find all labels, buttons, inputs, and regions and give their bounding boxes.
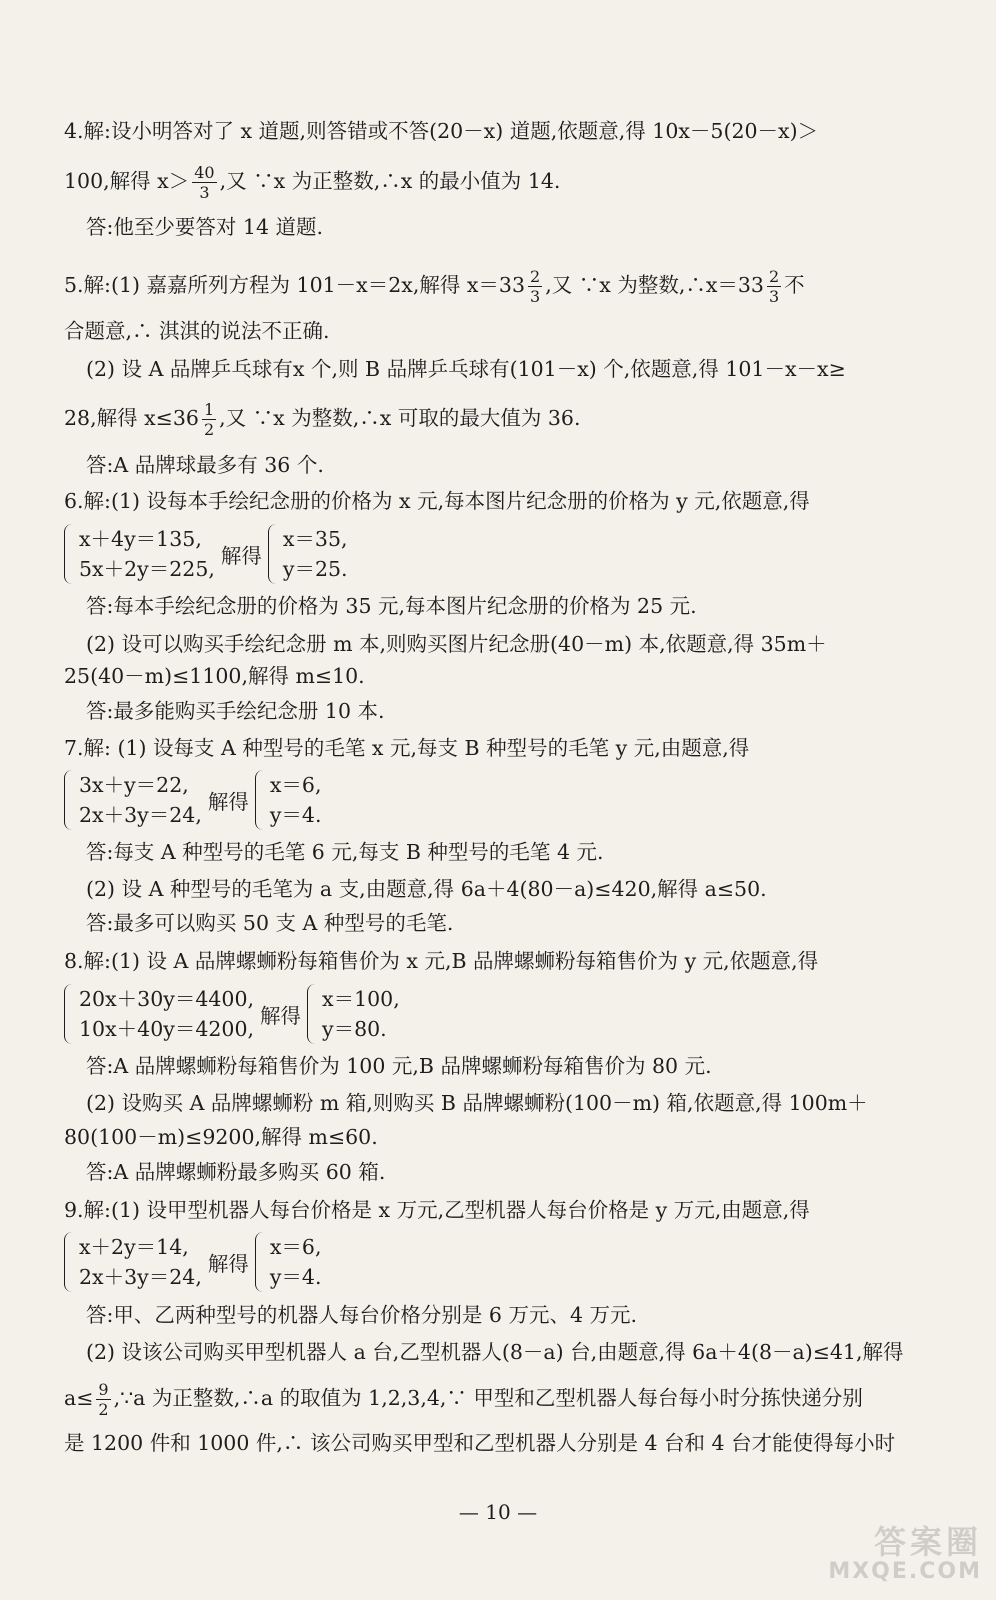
equation: x＋2y＝14, [79,1235,189,1259]
q5-line-1a: 5.解:(1) 嘉嘉所列方程为 101－x＝2x,解得 x＝33 [64,273,526,297]
watermark-text-top: 答案圈 [873,1523,982,1561]
brace-icon [255,1232,266,1292]
equation: 2x＋3y＝24, [79,803,202,827]
q5-fraction-3 [202,400,216,439]
equation: 10x＋40y＝4200, [79,1017,255,1041]
q6-line-3: 25(40－m)≤1100,解得 m≤10. [64,664,365,688]
equation: x＋4y＝135, [79,527,202,551]
q4-fraction [192,163,216,202]
frac-numerator: 40 [194,163,215,182]
q8-answer-2: 答:A 品牌螺蛳粉最多购买 60 箱. [86,1160,386,1184]
q9-system [64,1228,321,1296]
solution: y＝4. [269,1265,322,1289]
q4-line-2b: ,又 ∵x 为正整数,∴x 的最小值为 14. [219,169,561,193]
brace-icon [64,770,75,830]
frac-numerator: 2 [768,267,780,286]
q9-fraction [96,1380,110,1419]
brace-icon [64,524,75,584]
q9-answer-1: 答:甲、乙两种型号的机器人每台价格分别是 6 万元、4 万元. [86,1303,638,1327]
q4-line-2a: 100,解得 x＞ [64,169,190,193]
q5-line-1b: ,又 ∵x 为整数,∴x＝33 [545,273,764,297]
q5-line-1 [64,267,966,306]
solution: x＝6, [269,1235,322,1259]
brace-icon [64,984,75,1044]
frac-numerator: 1 [203,400,215,419]
q8-line-3: 80(100－m)≤9200,解得 m≤60. [64,1125,378,1149]
q7-answer-2: 答:最多可以购买 50 支 A 种型号的毛笔. [86,911,454,935]
equation: 3x＋y＝22, [79,773,189,797]
q7-system [64,766,321,834]
q5-line-3: (2) 设 A 品牌乒乓球有x 个,则 B 品牌乒乓球有(101－x) 个,依题意,得 101－x－x≥ [86,357,846,381]
q9-line-2: (2) 设该公司购买甲型机器人 a 台,乙型机器人(8－a) 台,由题意,得 6a＋4(8－a)≤41,解得 [86,1340,904,1364]
frac-denominator: 3 [199,183,210,202]
brace-icon [255,770,266,830]
q5-line-4a: 28,解得 x≤36 [64,406,199,430]
q6-line-2: (2) 设可以购买手绘纪念册 m 本,则购买图片纪念册(40－m) 本,依题意,得 35m＋ [86,632,827,656]
q8-line-2: (2) 设购买 A 品牌螺蛳粉 m 箱,则购买 B 品牌螺蛳粉(100－m) 箱,依题意,得 100m＋ [86,1091,868,1115]
solution: x＝100, [322,987,400,1011]
solution: x＝35, [282,527,348,551]
frac-numerator: 9 [98,1380,109,1399]
solve-label: 解得 [207,1252,249,1276]
solution: y＝25. [282,557,348,581]
q6-system [64,520,348,588]
q9-line-3b: ,∵a 为正整数,∴a 的取值为 1,2,3,4,∵ 甲型和乙型机器人每台每小时分拣快递分别 [113,1386,863,1410]
q5-line-1c: 不 [784,273,805,297]
watermark-logo [772,1525,982,1593]
q7-line-1: 7.解: (1) 设每支 A 种型号的毛笔 x 元,每支 B 种型号的毛笔 y 元,由题意,得 [64,736,750,760]
q5-fraction-2 [767,267,781,306]
q7-answer-1: 答:每支 A 种型号的毛笔 6 元,每支 B 种型号的毛笔 4 元. [86,840,604,864]
q9-line-3a: a≤ [64,1386,94,1410]
q6-answer-2: 答:最多能购买手绘纪念册 10 本. [86,699,385,723]
frac-denominator: 3 [768,287,780,306]
brace-icon [307,984,318,1044]
equation: 2x＋3y＝24, [79,1265,202,1289]
q4-answer: 答:他至少要答对 14 道题. [86,215,324,239]
solution: y＝4. [269,803,322,827]
q6-answer-1: 答:每本手绘纪念册的价格为 35 元,每本图片纪念册的价格为 25 元. [86,594,697,618]
q9-line-4: 是 1200 件和 1000 件,∴ 该公司购买甲型和乙型机器人分别是 4 台和 4 台才能使得每小时 [64,1431,896,1455]
watermark-text-bottom: MXQE.COM [828,1559,982,1584]
equation: 20x＋30y＝4400, [79,987,255,1011]
frac-denominator: 3 [530,287,541,306]
q9-line-1: 9.解:(1) 设甲型机器人每台价格是 x 万元,乙型机器人每台价格是 y 万元,由题意,得 [64,1198,810,1222]
frac-denominator: 2 [203,420,215,439]
q7-line-2: (2) 设 A 种型号的毛笔为 a 支,由题意,得 6a＋4(80－a)≤420,解得 a≤50. [86,877,767,901]
solution: y＝80. [322,1017,387,1041]
solve-label: 解得 [207,790,249,814]
brace-icon [64,1232,75,1292]
q8-line-1: 8.解:(1) 设 A 品牌螺蛳粉每箱售价为 x 元,B 品牌螺蛳粉每箱售价为 y 元,依题意,得 [64,949,819,973]
frac-denominator: 2 [98,1400,109,1419]
q8-answer-1: 答:A 品牌螺蛳粉每箱售价为 100 元,B 品牌螺蛳粉每箱售价为 80 元. [86,1054,712,1078]
q4-line-1: 4.解:设小明答对了 x 道题,则答错或不答(20－x) 道题,依题意,得 10x－5(20－x)＞ [64,119,819,143]
equation: 5x＋2y＝225, [79,557,215,581]
q5-line-4 [64,400,966,439]
page-number: — 10 — [458,1500,538,1524]
q9-line-3 [64,1380,966,1419]
q8-system [64,980,400,1048]
solve-label: 解得 [220,544,262,568]
q6-line-1: 6.解:(1) 设每本手绘纪念册的价格为 x 元,每本图片纪念册的价格为 y 元,依题意,得 [64,489,810,513]
frac-numerator: 2 [530,267,541,286]
q5-line-2: 合题意,∴ 淇淇的说法不正确. [64,319,330,343]
solve-label: 解得 [260,1004,302,1028]
q5-answer: 答:A 品牌球最多有 36 个. [86,453,324,477]
solution: x＝6, [269,773,322,797]
q4-line-2 [64,163,966,202]
q5-fraction-1 [528,267,542,306]
q5-line-4b: ,又 ∵x 为整数,∴x 可取的最大值为 36. [219,406,581,430]
brace-icon [268,524,279,584]
